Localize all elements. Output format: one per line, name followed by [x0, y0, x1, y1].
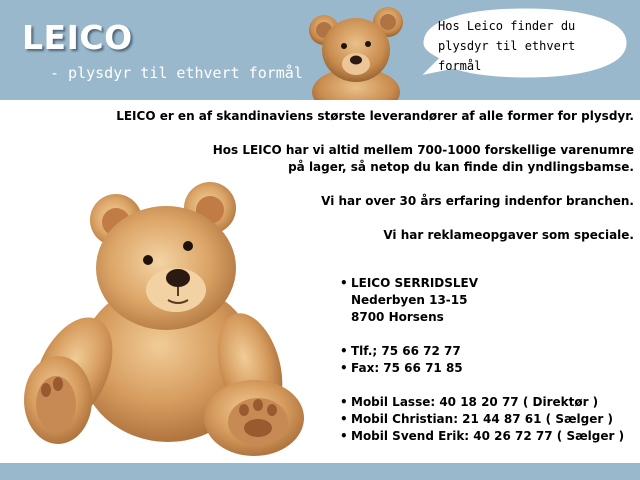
bullet-icon: • — [340, 412, 348, 426]
bullet-icon: • — [340, 395, 348, 409]
fax-number: Fax: 75 66 71 85 — [351, 361, 463, 375]
bubble-line-1: Hos Leico finder du — [438, 19, 576, 33]
footer-bar — [0, 463, 640, 480]
street-address: Nederbyen 13-15 — [351, 293, 468, 307]
speech-bubble-text — [438, 16, 618, 76]
intro-paragraph-4: Vi har reklameopgaver som speciale. — [383, 228, 634, 242]
address-group — [340, 275, 640, 326]
intro-paragraph-3: Vi har over 30 års erfaring indenfor branchen. — [321, 194, 634, 208]
mobile-svend-erik: Mobil Svend Erik: 40 26 72 77 ( Sælger ) — [351, 429, 625, 443]
brand-title: LEICO — [22, 18, 133, 57]
header-teddy-bear-image — [296, 0, 416, 100]
phone-number: Tlf.; 75 66 72 77 — [351, 344, 461, 358]
intro-paragraph-2-line-2: på lager, så netop du kan finde din yndlingsbamse. — [288, 160, 634, 174]
intro-paragraph-2-line-1: Hos LEICO har vi altid mellem 700-1000 forskellige varenumre — [212, 143, 634, 157]
intro-paragraph-2 — [114, 142, 634, 176]
bullet-icon: • — [340, 361, 348, 375]
contact-info — [340, 275, 640, 462]
company-name: LEICO SERRIDSLEV — [351, 276, 479, 290]
mobile-lasse: Mobil Lasse: 40 18 20 77 ( Direktør ) — [351, 395, 599, 409]
intro-paragraph-1: LEICO er en af skandinaviens største leverandører af alle former for plysdyr. — [116, 109, 634, 123]
bullet-icon: • — [340, 276, 348, 290]
phone-group — [340, 343, 640, 377]
bullet-icon: • — [340, 344, 348, 358]
header-banner — [0, 0, 640, 100]
intro-text — [114, 108, 634, 261]
mobile-group — [340, 394, 640, 445]
bubble-line-2: plysdyr til ethvert formål — [438, 39, 576, 73]
bullet-icon: • — [340, 429, 348, 443]
city-address: 8700 Horsens — [351, 310, 444, 324]
brand-tagline: - plysdyr til ethvert formål — [50, 64, 303, 82]
mobile-christian: Mobil Christian: 21 44 87 61 ( Sælger ) — [351, 412, 613, 426]
